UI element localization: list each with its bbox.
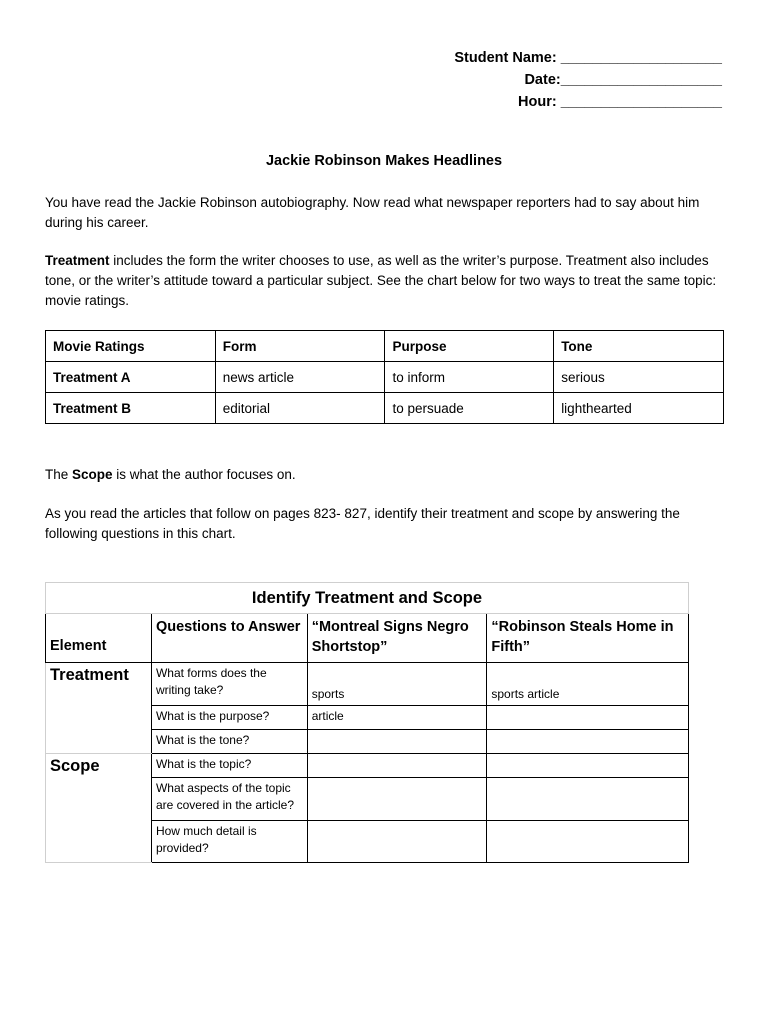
header-cell: Element (46, 614, 152, 663)
answer-cell[interactable] (307, 821, 487, 863)
table-row (46, 663, 689, 706)
row-label: Treatment A (46, 362, 216, 393)
table-cell: to inform (385, 362, 554, 393)
student-info-header (454, 47, 722, 113)
table-cell: news article (215, 362, 385, 393)
answer-cell[interactable] (307, 730, 487, 754)
treatment-term: Treatment (45, 253, 110, 268)
table-header-row (46, 614, 689, 663)
header-cell: “Robinson Steals Home in Fifth” (487, 614, 689, 663)
section-label-scope: Scope (46, 754, 152, 863)
table-caption: Identify Treatment and Scope (46, 583, 689, 614)
header-cell: Tone (554, 331, 724, 362)
answer-cell[interactable] (307, 754, 487, 778)
table-row (46, 393, 724, 424)
scope-definition: is what the author focuses on. (112, 467, 296, 482)
table-row (46, 362, 724, 393)
scope-term: Scope (72, 467, 113, 482)
answer-cell[interactable]: sports (307, 663, 487, 706)
scope-paragraph (45, 465, 725, 485)
table-row (46, 754, 689, 778)
treatment-paragraph (45, 251, 725, 311)
answer-cell[interactable] (307, 778, 487, 821)
section-label-treatment: Treatment (46, 663, 152, 754)
student-name-line[interactable]: Student Name: ____________________ (454, 50, 722, 66)
treatment-definition: includes the form the writer chooses to use, as well as the writer’s purpose. Treatment also includes tone, or the writer’s attitude toward a particular subject. See the chart below for two ways to treat the same topic: movie ratings. (45, 253, 717, 308)
table-cell: editorial (215, 393, 385, 424)
intro-paragraph: You have read the Jackie Robinson autobiography. Now read what newspaper reporters had to say about him during his career. (45, 195, 700, 230)
question-cell: How much detail is provided? (151, 821, 307, 863)
hour-line[interactable]: Hour: ____________________ (518, 94, 722, 110)
page-title: Jackie Robinson Makes Headlines (265, 153, 503, 169)
header-cell: Purpose (385, 331, 554, 362)
table-cell: to persuade (385, 393, 554, 424)
row-label: Treatment B (46, 393, 216, 424)
answer-cell[interactable] (487, 778, 689, 821)
answer-cell[interactable] (487, 821, 689, 863)
instructions-paragraph: As you read the articles that follow on pages 823- 827, identify their treatment and scope by answering the following questions in this chart. (45, 506, 680, 541)
answer-cell[interactable] (487, 754, 689, 778)
identify-treatment-scope-table (45, 582, 689, 863)
table-header-row (46, 331, 724, 362)
table-cell: lighthearted (554, 393, 724, 424)
question-cell: What is the tone? (151, 730, 307, 754)
answer-cell[interactable] (487, 706, 689, 730)
header-cell: Form (215, 331, 385, 362)
movie-ratings-table (45, 330, 724, 424)
answer-cell[interactable]: sports article (487, 663, 689, 706)
header-cell: Movie Ratings (46, 331, 216, 362)
question-cell: What forms does the writing take? (151, 663, 307, 706)
date-line[interactable]: Date:____________________ (524, 72, 722, 88)
table-cell: serious (554, 362, 724, 393)
answer-cell[interactable] (487, 730, 689, 754)
question-cell: What aspects of the topic are covered in the article? (151, 778, 307, 821)
scope-pre-text: The (45, 467, 73, 482)
header-cell: Questions to Answer (151, 614, 307, 663)
answer-cell[interactable]: article (307, 706, 487, 730)
header-cell: “Montreal Signs Negro Shortstop” (307, 614, 487, 663)
question-cell: What is the purpose? (151, 706, 307, 730)
question-cell: What is the topic? (151, 754, 307, 778)
